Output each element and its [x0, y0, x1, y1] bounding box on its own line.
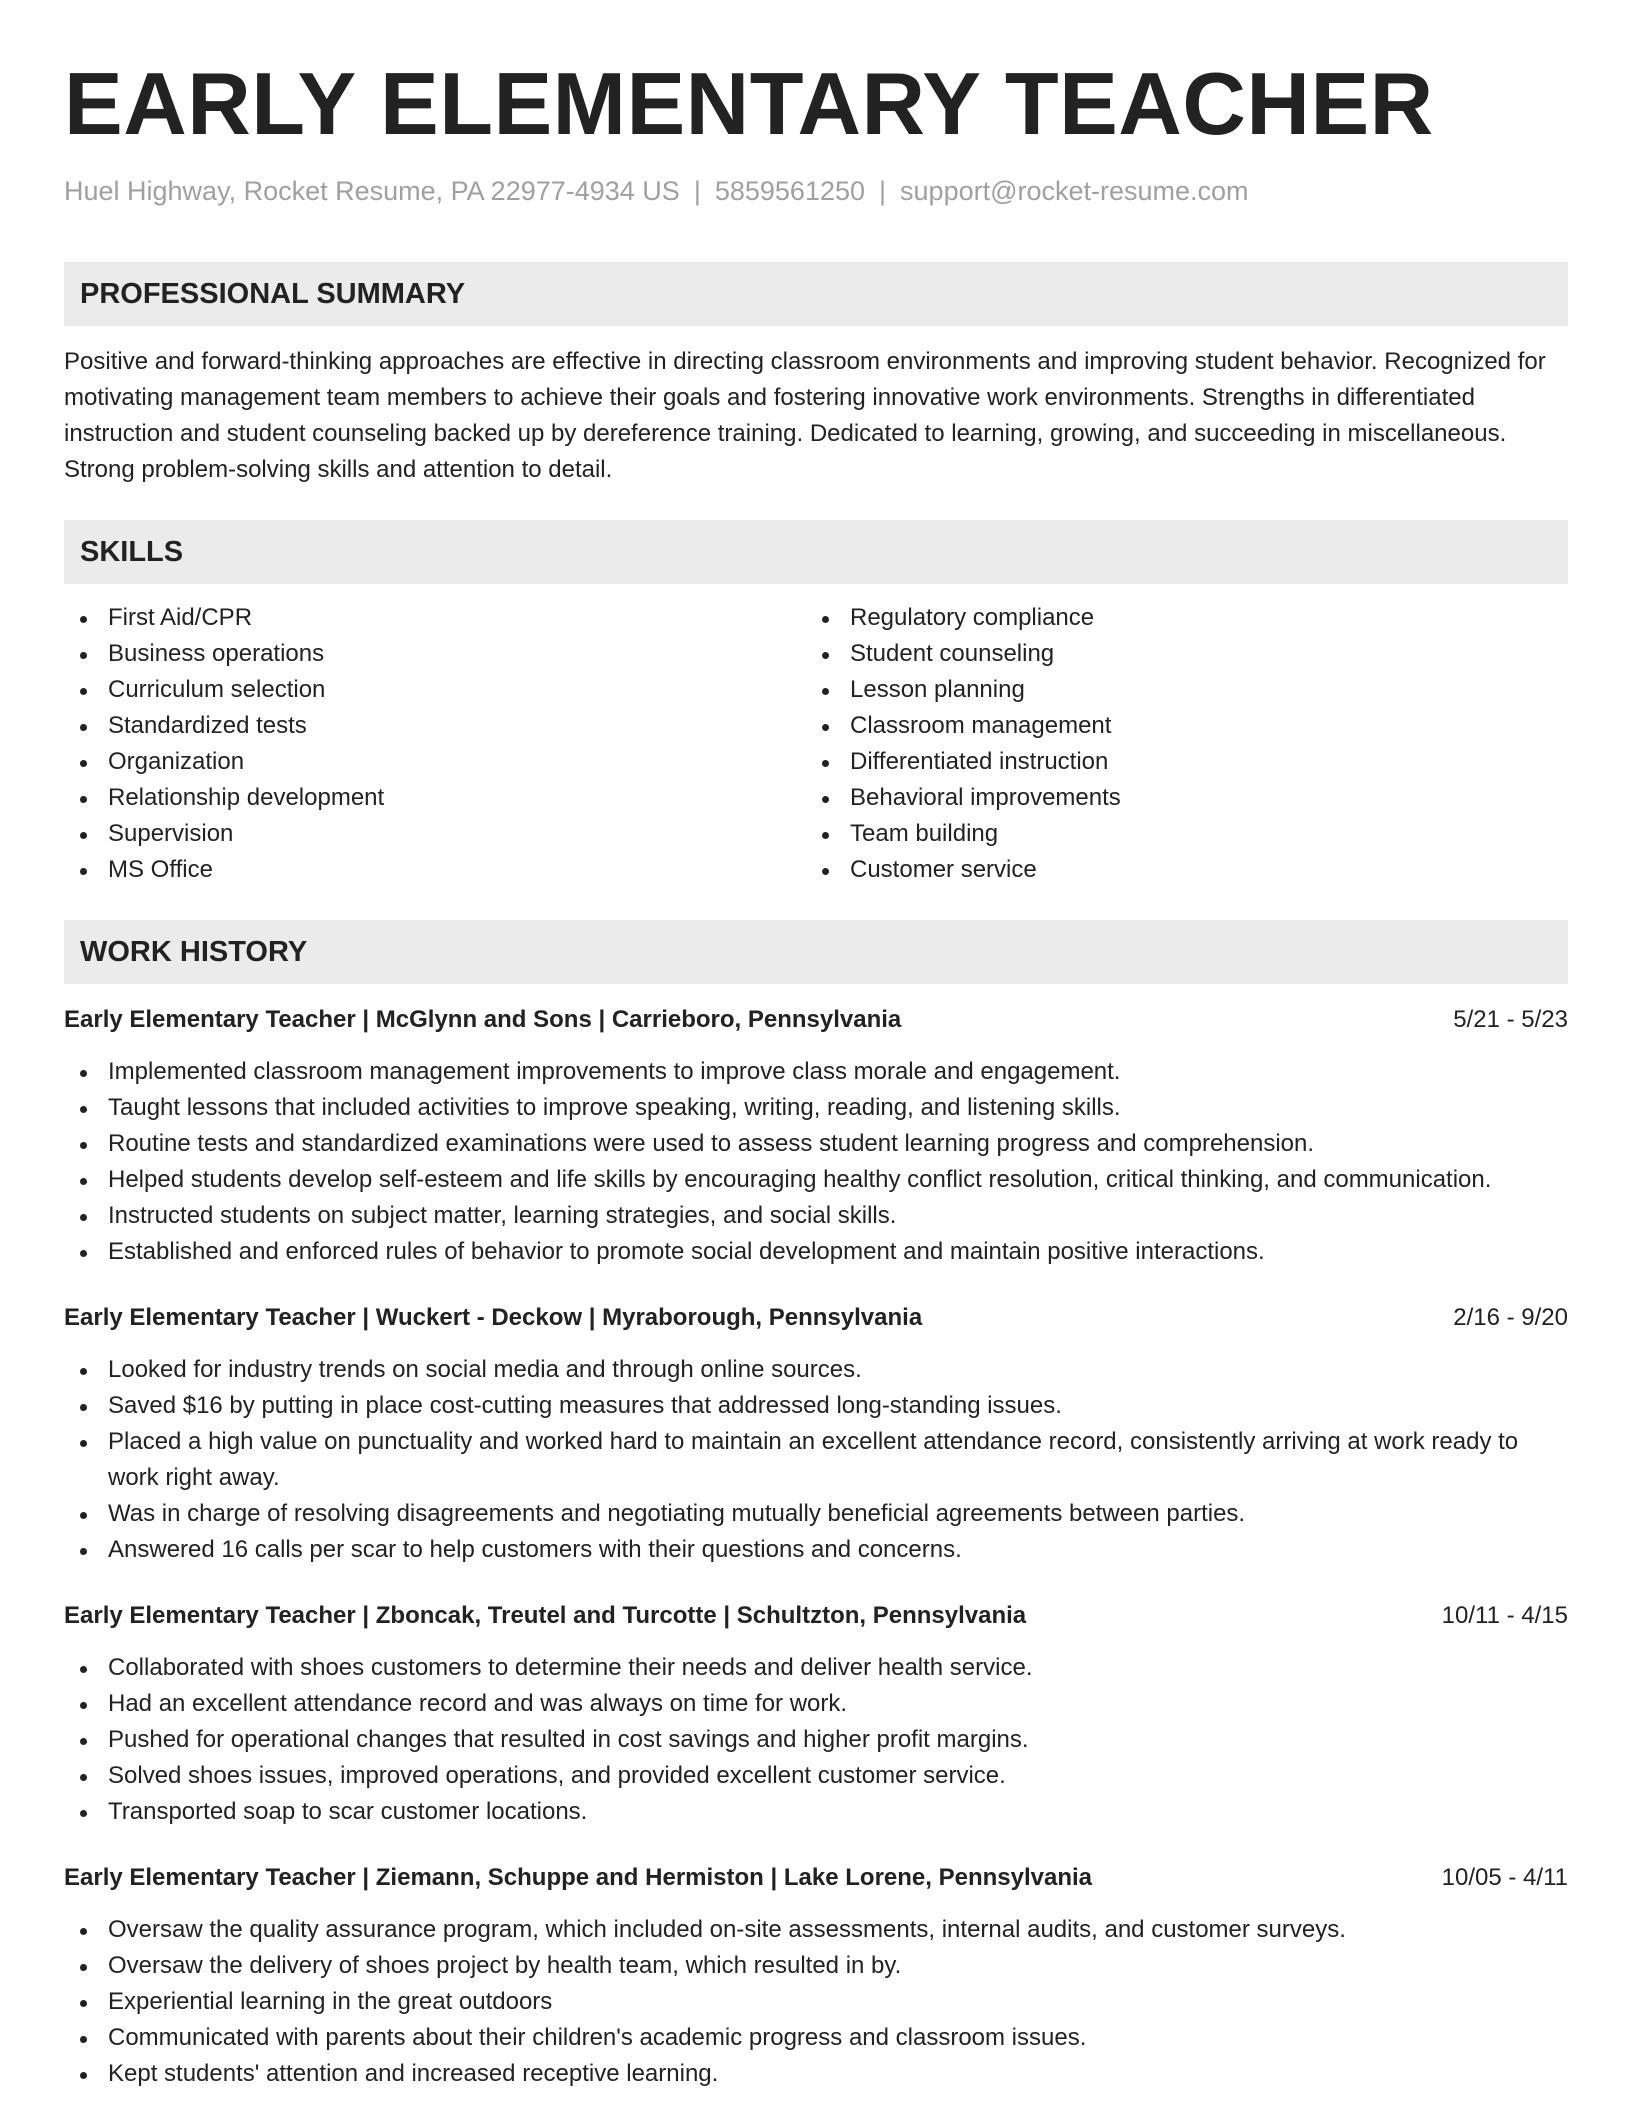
job-bullet: Experiential learning in the great outdoors [64, 1984, 1568, 2020]
contact-separator: | [693, 176, 701, 206]
contact-line [64, 174, 1568, 208]
job-bullet: Looked for industry trends on social media and through online sources. [64, 1352, 1568, 1388]
skills-column-right [806, 600, 1548, 888]
job-heading [64, 1300, 1568, 1336]
job-bullet: Established and enforced rules of behavior to promote social development and maintain positive interactions. [64, 1234, 1568, 1270]
skills-column-left [64, 600, 806, 888]
job-entry [64, 1300, 1568, 1568]
job-title: Early Elementary Teacher | Wuckert - Deckow | Myraborough, Pennsylvania [64, 1304, 923, 1331]
contact-separator: | [879, 176, 887, 206]
job-bullet: Instructed students on subject matter, learning strategies, and social skills. [64, 1198, 1568, 1234]
skill-item: Regulatory compliance [806, 600, 1548, 636]
skill-item: Team building [806, 816, 1548, 852]
contact-email: support@rocket-resume.com [900, 176, 1249, 206]
job-title: Early Elementary Teacher | Zboncak, Treutel and Turcotte | Schultzton, Pennsylvania [64, 1602, 1027, 1629]
candidate-name: EARLY ELEMENTARY TEACHER [64, 54, 1434, 153]
job-bullets [64, 1912, 1568, 2092]
contact-phone: 5859561250 [714, 176, 866, 206]
skill-item: Lesson planning [806, 672, 1548, 708]
skill-item: Supervision [64, 816, 806, 852]
job-bullet: Collaborated with shoes customers to determine their needs and deliver health service. [64, 1650, 1568, 1686]
job-entry [64, 1860, 1568, 2092]
job-bullets [64, 1352, 1568, 1568]
job-bullet: Routine tests and standardized examinations were used to assess student learning progress and comprehension. [64, 1126, 1568, 1162]
section-header-work-history: WORK HISTORY [64, 920, 1568, 984]
summary-text: Positive and forward-thinking approaches are effective in directing classroom environments and improving student behavior. Recognized for motivating management team members to achieve their goals and fostering innovative work environments. Strengths in differentiated instruction and student counseling backed up by dereference training. Dedicated to learning, growing, and succeeding in miscellaneous. Strong problem-solving skills and attention to detail. [64, 348, 1546, 483]
job-bullet: Had an excellent attendance record and was always on time for work. [64, 1686, 1568, 1722]
job-heading [64, 1598, 1568, 1634]
job-entry [64, 1002, 1568, 1270]
skill-item: Standardized tests [64, 708, 806, 744]
job-title: Early Elementary Teacher | McGlynn and Sons | Carrieboro, Pennsylvania [64, 1006, 902, 1033]
job-bullet: Kept students' attention and increased receptive learning. [64, 2056, 1568, 2092]
contact-address: Huel Highway, Rocket Resume, PA 22977-4934 US [64, 176, 680, 206]
job-bullet: Solved shoes issues, improved operations, and provided excellent customer service. [64, 1758, 1568, 1794]
job-bullets [64, 1054, 1568, 1270]
job-bullet: Helped students develop self-esteem and life skills by encouraging healthy conflict resolution, critical thinking, and communication. [64, 1162, 1568, 1198]
job-heading [64, 1002, 1568, 1038]
job-bullet: Taught lessons that included activities to improve speaking, writing, reading, and listening skills. [64, 1090, 1568, 1126]
job-bullet: Pushed for operational changes that resulted in cost savings and higher profit margins. [64, 1722, 1568, 1758]
skills-list [64, 600, 1568, 888]
skill-item: Relationship development [64, 780, 806, 816]
skill-item: Organization [64, 744, 806, 780]
job-dates: 5/21 - 5/23 [1453, 1006, 1568, 1033]
skill-item: Differentiated instruction [806, 744, 1548, 780]
job-bullet: Oversaw the delivery of shoes project by health team, which resulted in by. [64, 1948, 1568, 1984]
job-entry [64, 1598, 1568, 1830]
job-bullet: Implemented classroom management improvements to improve class morale and engagement. [64, 1054, 1568, 1090]
skill-item: Classroom management [806, 708, 1548, 744]
job-bullet: Oversaw the quality assurance program, which included on-site assessments, internal audits, and customer surveys. [64, 1912, 1568, 1948]
job-bullet: Was in charge of resolving disagreements and negotiating mutually beneficial agreements between parties. [64, 1496, 1568, 1532]
skill-item: Behavioral improvements [806, 780, 1548, 816]
job-heading [64, 1860, 1568, 1896]
skill-item: Business operations [64, 636, 806, 672]
skill-item: Student counseling [806, 636, 1548, 672]
skill-item: MS Office [64, 852, 806, 888]
section-header-skills: SKILLS [64, 520, 1568, 584]
job-dates: 10/11 - 4/15 [1441, 1602, 1568, 1629]
job-dates: 10/05 - 4/11 [1441, 1864, 1568, 1891]
job-title: Early Elementary Teacher | Ziemann, Schuppe and Hermiston | Lake Lorene, Pennsylvania [64, 1864, 1093, 1891]
job-bullet: Communicated with parents about their children's academic progress and classroom issues. [64, 2020, 1568, 2056]
job-dates: 2/16 - 9/20 [1453, 1304, 1568, 1331]
job-bullet: Saved $16 by putting in place cost-cutting measures that addressed long-standing issues. [64, 1388, 1568, 1424]
skill-item: Curriculum selection [64, 672, 806, 708]
skill-item: Customer service [806, 852, 1548, 888]
job-bullet: Transported soap to scar customer locations. [64, 1794, 1568, 1830]
section-header-summary: PROFESSIONAL SUMMARY [64, 262, 1568, 326]
job-bullets [64, 1650, 1568, 1830]
skill-item: First Aid/CPR [64, 600, 806, 636]
job-bullet: Placed a high value on punctuality and worked hard to maintain an excellent attendance record, consistently arriving at work ready to work right away. [64, 1424, 1568, 1496]
job-bullet: Answered 16 calls per scar to help customers with their questions and concerns. [64, 1532, 1568, 1568]
